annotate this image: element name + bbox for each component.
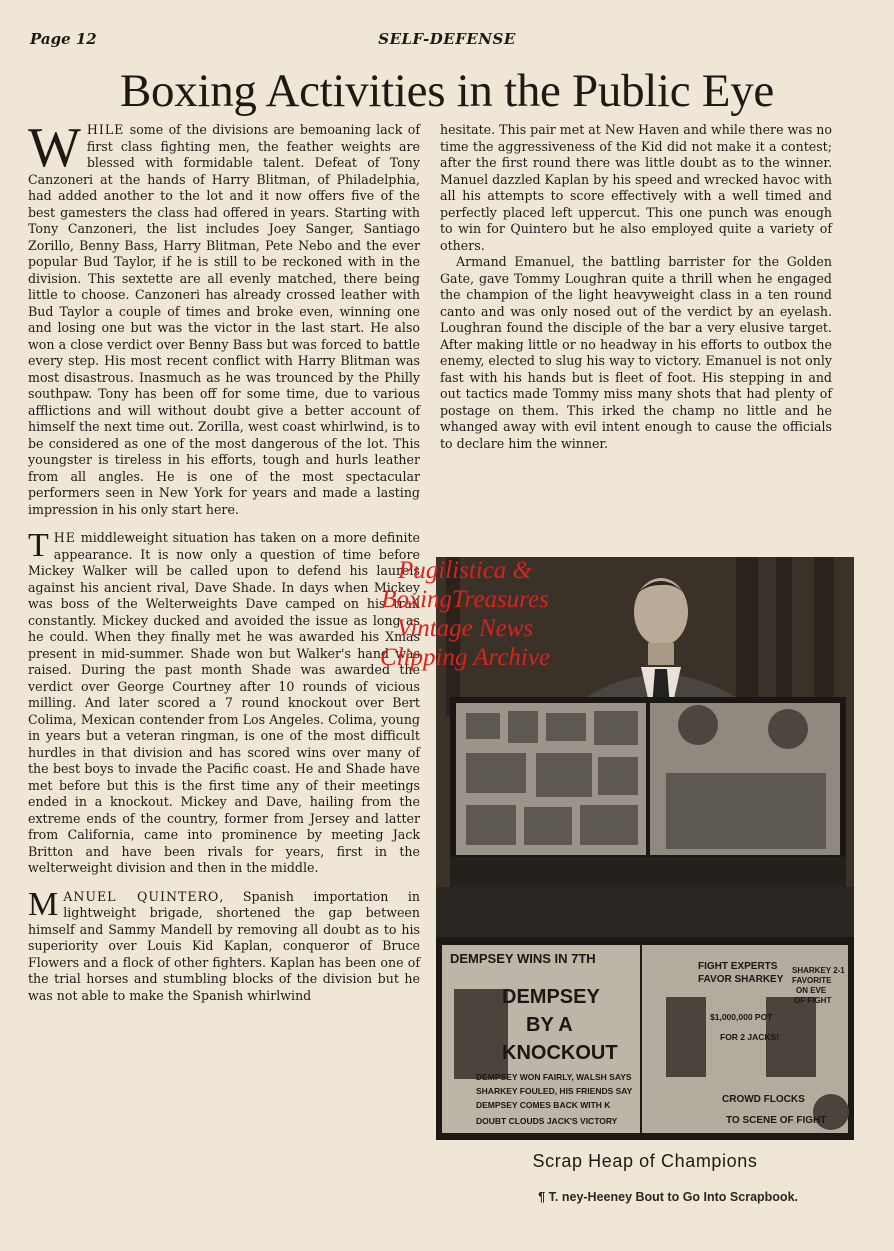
- clipping-headline: FAVOR SHARKEY: [698, 974, 784, 985]
- clipping-headline: DEMPSEY WINS IN 7TH: [450, 951, 596, 966]
- lead-in: HE: [53, 530, 76, 545]
- open-scrapbook: [450, 697, 846, 887]
- paragraph-quintero: [28, 885, 421, 1005]
- clipping-odds: FAVORITE: [792, 976, 832, 985]
- clipping-strip: DEMPSEY WON FAIRLY, WALSH SAYS: [476, 1072, 632, 1082]
- lead-in: ANUEL QUINTERO: [63, 888, 220, 904]
- magazine-title: SELF-DEFENSE: [378, 30, 516, 48]
- clipping-strip: DEMPSEY COMES BACK WITH K: [476, 1100, 611, 1110]
- drop-cap: W: [28, 117, 81, 179]
- paragraph-quintero-continued: hesitate. This pair met at New Haven and while there was no time the aggressiveness of the Kid did not make it a contest; after the first round there was little doubt as to the winner. Manuel dazzled Kaplan by his speed and wrecked havoc with all his attempts to score effectively with a well timed and perfectly placed left uppercut. This one punch was enough to win for Quintero but he also employed quite a variety of others.: [440, 122, 832, 253]
- lead-in: HILE: [86, 122, 125, 137]
- watermark-line: Pugilistica &: [397, 557, 533, 584]
- photo-subcaption: ¶ T. ney-Heeney Bout to Go Into Scrapbook.: [538, 1190, 798, 1204]
- running-head: [30, 30, 864, 52]
- watermark-line: Clipping Archive: [379, 644, 551, 671]
- page-number: Page 12: [30, 30, 97, 48]
- paragraph-emanuel: Armand Emanuel, the battling barrister for the Golden Gate, gave Tommy Loughran quite a thrill when he engaged the champion of the light heavyweight class in a ten round canto and was only nosed out of the verdict by an eyelash. Loughran found the disciple of the bar a very elusive target. After making little or no headway in his efforts to outbox the enemy, elected to slug his way to victory. Emanuel is not only fast with his hands but is fleet of foot. His stepping in and out tactics made Tommy miss many shots that had plenty of postage on them. This irked the champ no little and he whanged away with evil intent enough to cause the officials to declare him the winner.: [440, 254, 832, 451]
- clipping-big-text: BY A: [526, 1014, 573, 1036]
- drop-cap: T: [28, 527, 49, 564]
- article-column-right: [440, 122, 832, 452]
- clipping-odds: SHARKEY 2-1: [792, 966, 845, 975]
- paragraph-featherweights: [28, 117, 420, 518]
- article-headline: Boxing Activities in the Public Eye: [120, 65, 774, 117]
- clipping-pot: FOR 2 JACKS!: [720, 1032, 780, 1042]
- clipping-headline: FIGHT EXPERTS: [698, 961, 778, 972]
- paragraph-text: some of the divisions are bemoaning lack of first class fighting men, the feather weights are blessed with formidable talent. Defeat of Tony Canzoneri at the hands of Harry Blitman, of Philadelphia, had added another to the lot and it now offers five of the best gamesters the class had offered in years. Starting with Tony Canzoneri, the list includes Joey Sanger, Santiago Zorillo, Benny Bass, Harry Blitman, Pete Nebo and the ever popular Bud Taylor, if he is still to be reckoned with in the division. This sextette are all evenly matched, there being little to choose. Canzoneri has already crossed leather with Bud Taylor a couple of times and broke even, winning one and losing one but was the victor in the last start. He also won a close verdict over Benny Bass but was forced to battle every step. His most recent conflict with Harry Blitman was most disastrous. Inasmuch as he was trounced by the Philly southpaw. Tony has been off for some time, due to various afflictions and will without doubt give a better account of himself the next time out. Zorilla, west coast whirlwind, is to be considered as one of the most dangerous of the lot. This youngster is tireless in his efforts, tough and hurls leather from all angles. He is one of the most spectacular performers seen in New York for years and made a lasting impression in his only start here.: [28, 122, 420, 517]
- watermark: [330, 556, 600, 672]
- paragraph-text: middleweight situation has taken on a more definite appearance. It is now only a question of time before Mickey Walker will be called upon to defend his laurels against his ancient rival, Dave Shade. In days when Mickey was boss of the Welterweights Dave camped on his trail constantly. Mickey ducked and avoided the issue as long as he could. When they finally met he was awarded his Xmas present in mid-summer. Shade won but Walker's hand was raised. During the past month Shade was awarded the verdict over George Courtney after 10 rounds of vicious milling. And later scored a 7 round knockout over Bert Colima, Mexican contender from Los Angeles. Colima, young in years but a veteran ringman, is one of the most difficult hurdles in that division and has scored wins over many of the best boys to invade the Pacific coast. He and Shade have met before but this is the first time any of their meetings ended in a knockout. Mickey and Dave, hailing from the extreme ends of the country, former from Jersey and latter from California, came into prominence by meeting Jack Britton and have been rivals for years, first in the welterweight division and then in the middle.: [28, 530, 420, 875]
- watermark-line: Vintage News: [396, 615, 534, 642]
- clipping-pot: $1,000,000 POT: [710, 1012, 773, 1022]
- clipping-odds: ON EVE: [796, 986, 827, 995]
- paragraph-text: , Spanish importation in lightweight brigade, shortened the gap between himself and Sammy Mandell by removing all doubt as to his superiority over Louis Kid Kaplan, conqueror of Bruce Flowers and a flock of other fighters. Kaplan has been one of the trial horses and stumbling blocks of the division but he was not able to make the Spanish whirlwind: [28, 888, 421, 1003]
- clipping-big-text: KNOCKOUT: [502, 1042, 618, 1064]
- clipping-crowd: TO SCENE OF FIGHT: [726, 1115, 827, 1126]
- clipping-crowd: CROWD FLOCKS: [722, 1094, 805, 1105]
- clipping-odds: OF FIGHT: [794, 996, 832, 1005]
- watermark-line: BoxingTreasures: [381, 586, 549, 613]
- drop-cap: M: [28, 885, 59, 923]
- clipping-big-text: DEMPSEY: [502, 986, 600, 1008]
- photo-caption: Scrap Heap of Champions: [532, 1151, 758, 1171]
- clipping-strip: DOUBT CLOUDS JACK'S VICTORY: [476, 1116, 618, 1126]
- clipping-strip: SHARKEY FOULED, HIS FRIENDS SAY: [476, 1086, 633, 1096]
